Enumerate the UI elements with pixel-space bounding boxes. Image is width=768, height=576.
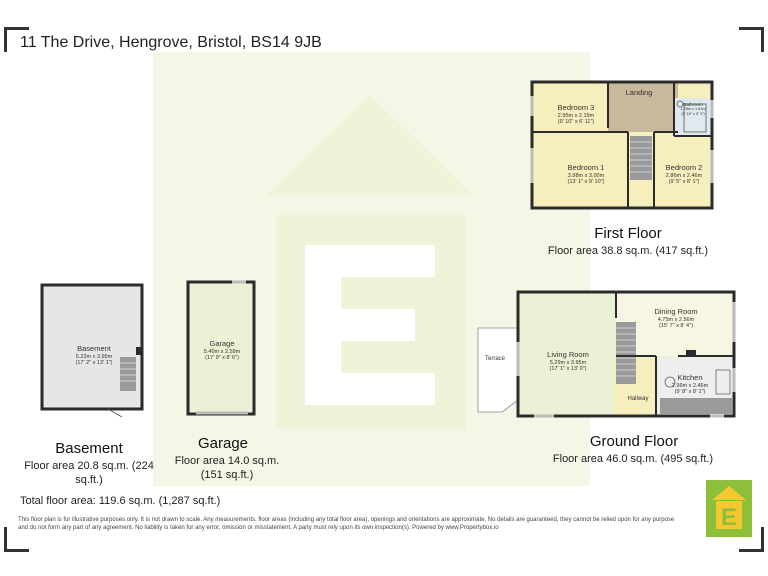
- ground-floor-area: Floor area 46.0 sq.m. (495 sq.ft.): [552, 453, 714, 465]
- stairs-first: [630, 136, 652, 180]
- basement-title: Basement: [55, 440, 123, 457]
- kitchen-worktop: [660, 398, 732, 414]
- bedroom1-label: Bedroom 1 3.98m x 3.00m (13' 1" x 9' 10"): [567, 163, 605, 185]
- garage-area: Floor area 14.0 sq.m. (151 sq.ft.): [174, 455, 280, 481]
- brand-logo: [706, 480, 752, 537]
- ground-floor-title: Ground Floor: [589, 433, 679, 450]
- first-floor-title: First Floor: [594, 225, 662, 242]
- bathroom-label: Bathroom 1.78m x 1.61m (5' 10" x 5' 3"): [680, 102, 706, 116]
- terrace-label: Terrace: [484, 356, 505, 362]
- basement-label: Basement 5.22m x 3.99m (17' 2" x 13' 1"): [75, 344, 113, 366]
- brand-logo-house-icon: [706, 480, 752, 537]
- watermark-e-logo: [305, 245, 435, 405]
- terrace-area: [478, 328, 518, 412]
- stairs-ground: [616, 322, 636, 384]
- hallway-label: Hallway: [627, 396, 649, 402]
- basement-area: Floor area 20.8 sq.m. (224 sq.ft.): [24, 460, 154, 486]
- first-floor-plan: [528, 78, 720, 212]
- brand-logo-letter: E: [720, 504, 738, 531]
- chimney-breast: [686, 350, 696, 355]
- living-room-label: Living Room 5.29m x 3.95m (17' 1" x 13' 0"): [547, 350, 589, 372]
- property-address: 11 The Drive, Hengrove, Bristol, BS14 9JB: [20, 34, 322, 51]
- garage-title: Garage: [197, 435, 249, 452]
- disclaimer-text: This floor plan is for illustrative purposes only. It is not drawn to scale. Any measurements, floor areas (including any total floor area), openings and orientations are approximate. No details are guaranteed, they cannot be relied upon for any purpose and do not form any part of any agreement. No liability is taken for any error, omission or misstatement. A party must rely upon its own inspection(s). Powered by www.Propertybox.io: [18, 517, 675, 532]
- landing-label: Landing: [625, 88, 653, 97]
- total-floor-area: Total floor area: 119.6 sq.m. (1,287 sq.ft.): [20, 495, 221, 507]
- landing-lower: [630, 180, 652, 208]
- watermark-roof: [267, 95, 473, 195]
- garage-label: Garage 5.40m x 2.59m (17' 9" x 8' 6"): [203, 339, 241, 361]
- first-floor-area: Floor area 38.8 sq.m. (417 sq.ft.): [547, 245, 709, 257]
- bedroom2-label: Bedroom 2 2.86m x 2.46m (9' 5" x 8' 1"): [665, 163, 703, 185]
- bedroom3-label: Bedroom 3 2.95m x 2.19m (9' 10" x 6' 11"): [557, 103, 595, 125]
- dining-room-label: Dining Room 4.75m x 2.56m (15' 7" x 8' 4"): [654, 307, 698, 329]
- corner-bracket-top-right: [739, 27, 764, 52]
- kitchen-label: Kitchen 2.96m x 2.46m (9' 8" x 8' 1"): [671, 373, 709, 395]
- basement-post: [136, 347, 142, 355]
